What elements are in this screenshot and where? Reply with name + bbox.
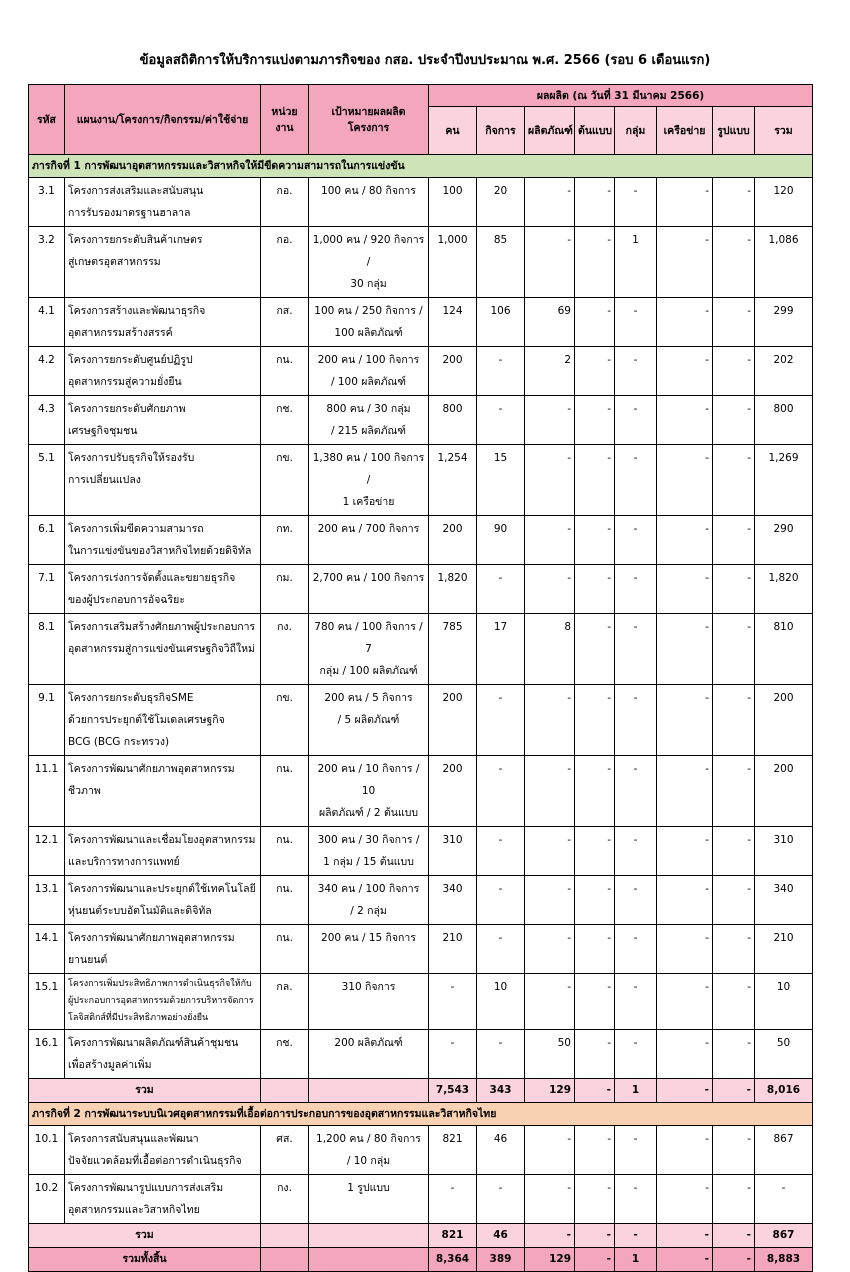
row-value-people: 124 (429, 298, 477, 347)
mission1-total-row-blank-target (309, 1079, 429, 1103)
row-value-people: 785 (429, 614, 477, 685)
row-value-product: - (525, 756, 575, 827)
row-value-total: 290 (755, 516, 813, 565)
row-value-network: - (657, 1030, 713, 1079)
mission2-header-row (29, 1103, 813, 1126)
mission2-total-row (29, 1224, 813, 1248)
row-value-total: 210 (755, 925, 813, 974)
row-value-model: - (713, 685, 755, 756)
row-value-prototype: - (575, 876, 615, 925)
mission1-total-row-value-network: - (657, 1079, 713, 1103)
table-row (29, 1030, 813, 1079)
row-value-people: 200 (429, 756, 477, 827)
row-target: 340 คน / 100 กิจการ / 2 กลุ่ม (309, 876, 429, 925)
row-unit: กล. (261, 974, 309, 1030)
mission1-total-row-blank-unit (261, 1079, 309, 1103)
header-target: เป้าหมายผลผลิตโครงการ (309, 85, 429, 155)
row-value-group: - (615, 396, 657, 445)
row-value-network: - (657, 347, 713, 396)
table-row (29, 227, 813, 298)
mission2-total-row-value-group: - (615, 1224, 657, 1248)
mission2-total-row-value-enterprise: 46 (477, 1224, 525, 1248)
row-value-network: - (657, 227, 713, 298)
row-value-total: 200 (755, 685, 813, 756)
row-value-enterprise: - (477, 347, 525, 396)
row-value-network: - (657, 876, 713, 925)
row-value-prototype: - (575, 1030, 615, 1079)
row-value-people: 210 (429, 925, 477, 974)
row-value-network: - (657, 565, 713, 614)
row-value-group: - (615, 827, 657, 876)
row-target: 1,380 คน / 100 กิจการ / 1 เครือข่าย (309, 445, 429, 516)
row-value-prototype: - (575, 1126, 615, 1175)
row-value-total: 340 (755, 876, 813, 925)
grand-total-row-value-group: 1 (615, 1248, 657, 1272)
page-title: ข้อมูลสถิติการให้บริการแบ่งตามภารกิจของ กสอ. ประจำปีงบประมาณ พ.ศ. 2566 (รอบ 6 เดือนแรก) (139, 53, 711, 68)
row-value-people: 310 (429, 827, 477, 876)
row-value-enterprise: 20 (477, 178, 525, 227)
mission2-total-row-blank-target (309, 1224, 429, 1248)
row-value-product: - (525, 827, 575, 876)
grand-total-row-value-network: - (657, 1248, 713, 1272)
grand-total-row-value-product: 129 (525, 1248, 575, 1272)
row-value-network: - (657, 614, 713, 685)
mission2-total-row-value-people: 821 (429, 1224, 477, 1248)
row-value-prototype: - (575, 1175, 615, 1224)
row-unit: ศส. (261, 1126, 309, 1175)
row-value-people: - (429, 1175, 477, 1224)
statistics-table (28, 84, 813, 1272)
grand-total-row-blank-target (309, 1248, 429, 1272)
row-value-network: - (657, 756, 713, 827)
row-plan-name: โครงการปรับธุรกิจให้รองรับ การเปลี่ยนแปลง (65, 445, 261, 516)
row-value-prototype: - (575, 756, 615, 827)
table-row (29, 1175, 813, 1224)
row-value-enterprise: - (477, 685, 525, 756)
row-code: 12.1 (29, 827, 65, 876)
table-row (29, 876, 813, 925)
row-value-group: - (615, 178, 657, 227)
mission1-total-row-value-prototype: - (575, 1079, 615, 1103)
row-value-prototype: - (575, 974, 615, 1030)
row-value-group: - (615, 614, 657, 685)
row-value-enterprise: 10 (477, 974, 525, 1030)
row-value-product: 69 (525, 298, 575, 347)
row-value-prototype: - (575, 298, 615, 347)
mission1-title: ภารกิจที่ 1 การพัฒนาอุตสาหกรรมและวิสาหกิจให้มีขีดความสามารถในการแข่งขัน (29, 155, 813, 178)
table-row (29, 756, 813, 827)
row-plan-name: โครงการพัฒนาศักยภาพอุตสาหกรรมชีวภาพ (65, 756, 261, 827)
header-output-group: ผลผลิต (ณ วันที่ 31 มีนาคม 2566) (429, 85, 813, 107)
row-value-enterprise: 106 (477, 298, 525, 347)
mission1-header-row (29, 155, 813, 178)
row-target: 2,700 คน / 100 กิจการ (309, 565, 429, 614)
row-value-group: - (615, 516, 657, 565)
row-unit: กน. (261, 827, 309, 876)
row-value-prototype: - (575, 445, 615, 516)
header-plan: แผนงาน/โครงการ/กิจกรรม/ค่าใช้จ่าย (65, 85, 261, 155)
row-plan-name: โครงการยกระดับศูนย์ปฏิรูป อุตสาหกรรมสู่ความยั่งยืน (65, 347, 261, 396)
table-row (29, 298, 813, 347)
row-value-total: 810 (755, 614, 813, 685)
row-value-product: - (525, 516, 575, 565)
row-code: 9.1 (29, 685, 65, 756)
row-value-model: - (713, 1030, 755, 1079)
row-value-people: 200 (429, 685, 477, 756)
row-unit: กข. (261, 685, 309, 756)
header-col-total: รวม (755, 107, 813, 155)
row-value-product: - (525, 178, 575, 227)
row-plan-name: โครงการยกระดับศักยภาพ เศรษฐกิจชุมชน (65, 396, 261, 445)
row-value-product: 2 (525, 347, 575, 396)
table-row (29, 178, 813, 227)
header-col-model: รูปแบบ (713, 107, 755, 155)
row-value-enterprise: - (477, 925, 525, 974)
row-value-total: 1,820 (755, 565, 813, 614)
row-value-network: - (657, 516, 713, 565)
row-value-group: 1 (615, 227, 657, 298)
row-value-group: - (615, 1030, 657, 1079)
row-value-enterprise: 17 (477, 614, 525, 685)
row-value-people: 1,820 (429, 565, 477, 614)
row-code: 4.1 (29, 298, 65, 347)
mission2-title: ภารกิจที่ 2 การพัฒนาระบบนิเวศอุตสาหกรรมที่เอื้อต่อการประกอบการของอุตสาหกรรมและวิสาหกิจไทย (29, 1103, 813, 1126)
row-value-total: 10 (755, 974, 813, 1030)
header-code: รหัส (29, 85, 65, 155)
row-unit: กท. (261, 516, 309, 565)
grand-total-row-blank-unit (261, 1248, 309, 1272)
mission1-total-row-value-product: 129 (525, 1079, 575, 1103)
row-value-prototype: - (575, 396, 615, 445)
row-value-total: 1,086 (755, 227, 813, 298)
row-unit: กม. (261, 565, 309, 614)
row-plan-name: โครงการยกระดับสินค้าเกษตร สู่เกษตรอุตสาหกรรม (65, 227, 261, 298)
row-value-prototype: - (575, 614, 615, 685)
row-code: 15.1 (29, 974, 65, 1030)
row-value-people: 1,254 (429, 445, 477, 516)
row-value-prototype: - (575, 565, 615, 614)
row-plan-name: โครงการพัฒนาและประยุกต์ใช้เทคโนโลยี หุ่นยนต์ระบบอัตโนมัติและดิจิทัล (65, 876, 261, 925)
row-value-total: 50 (755, 1030, 813, 1079)
row-unit: กอ. (261, 227, 309, 298)
row-value-network: - (657, 685, 713, 756)
row-value-model: - (713, 974, 755, 1030)
mission2-total-row-value-prototype: - (575, 1224, 615, 1248)
row-code: 5.1 (29, 445, 65, 516)
row-value-enterprise: - (477, 1175, 525, 1224)
row-plan-name: โครงการเสริมสร้างศักยภาพผู้ประกอบการ อุตสาหกรรมสู่การแข่งขันเศรษฐกิจวิถีใหม่ (65, 614, 261, 685)
row-value-product: - (525, 565, 575, 614)
mission2-total-row-value-network: - (657, 1224, 713, 1248)
table-row (29, 614, 813, 685)
row-value-prototype: - (575, 227, 615, 298)
row-unit: กน. (261, 347, 309, 396)
row-value-people: 821 (429, 1126, 477, 1175)
row-plan-name: โครงการเพิ่มขีดความสามารถ ในการแข่งขันของวิสาหกิจไทยด้วยดิจิทัล (65, 516, 261, 565)
mission2-total-row-value-total: 867 (755, 1224, 813, 1248)
row-value-group: - (615, 1126, 657, 1175)
row-value-total: 800 (755, 396, 813, 445)
row-value-group: - (615, 445, 657, 516)
row-value-total: 299 (755, 298, 813, 347)
row-value-product: - (525, 876, 575, 925)
row-value-group: - (615, 756, 657, 827)
row-target: 200 คน / 100 กิจการ / 100 ผลิตภัณฑ์ (309, 347, 429, 396)
table-row (29, 974, 813, 1030)
row-value-network: - (657, 974, 713, 1030)
row-plan-name: โครงการส่งเสริมและสนับสนุน การรับรองมาตรฐานฮาลาล (65, 178, 261, 227)
row-unit: กข. (261, 445, 309, 516)
row-value-model: - (713, 876, 755, 925)
row-value-prototype: - (575, 178, 615, 227)
grand-total-row-value-enterprise: 389 (477, 1248, 525, 1272)
row-value-model: - (713, 396, 755, 445)
mission2-total-row-value-product: - (525, 1224, 575, 1248)
row-value-model: - (713, 827, 755, 876)
row-code: 8.1 (29, 614, 65, 685)
row-value-people: 340 (429, 876, 477, 925)
row-value-people: 200 (429, 516, 477, 565)
grand-total-row-value-people: 8,364 (429, 1248, 477, 1272)
grand-total-row (29, 1248, 813, 1272)
row-value-group: - (615, 298, 657, 347)
row-code: 3.2 (29, 227, 65, 298)
table-row (29, 445, 813, 516)
row-target: 200 ผลิตภัณฑ์ (309, 1030, 429, 1079)
row-value-product: - (525, 974, 575, 1030)
row-target: 1,000 คน / 920 กิจการ / 30 กลุ่ม (309, 227, 429, 298)
row-value-group: - (615, 876, 657, 925)
row-target: 1 รูปแบบ (309, 1175, 429, 1224)
row-value-enterprise: - (477, 1030, 525, 1079)
row-value-model: - (713, 445, 755, 516)
row-code: 14.1 (29, 925, 65, 974)
row-plan-name: โครงการเร่งการจัดตั้งและขยายธุรกิจ ของผู้ประกอบการอัจฉริยะ (65, 565, 261, 614)
row-value-enterprise: - (477, 827, 525, 876)
row-value-people: 200 (429, 347, 477, 396)
row-value-people: 800 (429, 396, 477, 445)
grand-total-row-label: รวมทั้งสิ้น (29, 1248, 261, 1272)
mission1-total-row-value-total: 8,016 (755, 1079, 813, 1103)
header-col-people: คน (429, 107, 477, 155)
row-value-prototype: - (575, 516, 615, 565)
row-plan-name: โครงการยกระดับธุรกิจSME ด้วยการประยุกต์ใช้โมเดลเศรษฐกิจ BCG (BCG กระทรวง) (65, 685, 261, 756)
row-value-people: - (429, 974, 477, 1030)
row-value-prototype: - (575, 925, 615, 974)
row-plan-name: โครงการพัฒนารูปแบบการส่งเสริม อุตสาหกรรมและวิสาหกิจไทย (65, 1175, 261, 1224)
row-value-enterprise: - (477, 396, 525, 445)
mission2-total-row-blank-unit (261, 1224, 309, 1248)
row-target: 200 คน / 5 กิจการ / 5 ผลิตภัณฑ์ (309, 685, 429, 756)
row-value-prototype: - (575, 827, 615, 876)
table-row (29, 347, 813, 396)
mission1-total-row (29, 1079, 813, 1103)
row-code: 4.3 (29, 396, 65, 445)
table-row (29, 925, 813, 974)
table-row (29, 1126, 813, 1175)
row-value-model: - (713, 227, 755, 298)
grand-total-row-value-model: - (713, 1248, 755, 1272)
row-target: 200 คน / 15 กิจการ (309, 925, 429, 974)
row-target: 310 กิจการ (309, 974, 429, 1030)
mission1-total-row-label: รวม (29, 1079, 261, 1103)
row-target: 800 คน / 30 กลุ่ม / 215 ผลิตภัณฑ์ (309, 396, 429, 445)
row-value-network: - (657, 1175, 713, 1224)
row-value-product: 50 (525, 1030, 575, 1079)
header-col-product: ผลิตภัณฑ์ (525, 107, 575, 155)
row-value-model: - (713, 1175, 755, 1224)
row-code: 10.2 (29, 1175, 65, 1224)
table-row (29, 565, 813, 614)
row-value-model: - (713, 565, 755, 614)
row-value-prototype: - (575, 685, 615, 756)
row-value-model: - (713, 756, 755, 827)
row-value-model: - (713, 925, 755, 974)
row-code: 6.1 (29, 516, 65, 565)
row-plan-name: โครงการพัฒนาผลิตภัณฑ์สินค้าชุมชน เพื่อสร้างมูลค่าเพิ่ม (65, 1030, 261, 1079)
row-value-group: - (615, 347, 657, 396)
row-value-enterprise: 85 (477, 227, 525, 298)
row-unit: กง. (261, 1175, 309, 1224)
row-unit: กช. (261, 396, 309, 445)
mission1-total-row-value-people: 7,543 (429, 1079, 477, 1103)
row-value-product: - (525, 925, 575, 974)
row-unit: กน. (261, 876, 309, 925)
row-target: 780 คน / 100 กิจการ / 7 กลุ่ม / 100 ผลิตภัณฑ์ (309, 614, 429, 685)
row-value-total: 310 (755, 827, 813, 876)
row-value-product: - (525, 445, 575, 516)
row-plan-name: โครงการพัฒนาและเชื่อมโยงอุตสาหกรรม และบริการทางการแพทย์ (65, 827, 261, 876)
row-unit: กช. (261, 1030, 309, 1079)
row-value-total: 867 (755, 1126, 813, 1175)
row-value-total: 120 (755, 178, 813, 227)
header-col-prototype: ต้นแบบ (575, 107, 615, 155)
row-value-group: - (615, 1175, 657, 1224)
row-value-enterprise: - (477, 756, 525, 827)
row-unit: กน. (261, 925, 309, 974)
row-target: 200 คน / 10 กิจการ / 10 ผลิตภัณฑ์ / 2 ต้นแบบ (309, 756, 429, 827)
row-value-prototype: - (575, 347, 615, 396)
row-value-product: - (525, 396, 575, 445)
table-row (29, 685, 813, 756)
header-col-group: กลุ่ม (615, 107, 657, 155)
row-target: 1,200 คน / 80 กิจการ / 10 กลุ่ม (309, 1126, 429, 1175)
row-code: 3.1 (29, 178, 65, 227)
row-value-group: - (615, 685, 657, 756)
row-target: 100 คน / 80 กิจการ (309, 178, 429, 227)
row-value-model: - (713, 516, 755, 565)
mission2-total-row-label: รวม (29, 1224, 261, 1248)
row-value-enterprise: - (477, 565, 525, 614)
table-row (29, 827, 813, 876)
row-target: 300 คน / 30 กิจการ / 1 กลุ่ม / 15 ต้นแบบ (309, 827, 429, 876)
row-code: 16.1 (29, 1030, 65, 1079)
row-value-enterprise: - (477, 876, 525, 925)
row-value-total: 200 (755, 756, 813, 827)
row-value-group: - (615, 565, 657, 614)
row-value-network: - (657, 178, 713, 227)
row-value-network: - (657, 925, 713, 974)
table-row (29, 396, 813, 445)
row-target: 200 คน / 700 กิจการ (309, 516, 429, 565)
row-code: 13.1 (29, 876, 65, 925)
row-unit: กอ. (261, 178, 309, 227)
grand-total-row-value-prototype: - (575, 1248, 615, 1272)
row-plan-name: โครงการสนับสนุนและพัฒนา ปัจจัยแวดล้อมที่เอื้อต่อการดำเนินธุรกิจ (65, 1126, 261, 1175)
header-col-enterprise: กิจการ (477, 107, 525, 155)
row-code: 7.1 (29, 565, 65, 614)
row-value-network: - (657, 827, 713, 876)
row-value-product: - (525, 1126, 575, 1175)
row-plan-name: โครงการพัฒนาศักยภาพอุตสาหกรรม ยานยนต์ (65, 925, 261, 974)
row-value-model: - (713, 298, 755, 347)
row-value-group: - (615, 925, 657, 974)
row-plan-name: โครงการสร้างและพัฒนาธุรกิจ อุตสาหกรรมสร้างสรรค์ (65, 298, 261, 347)
mission2-total-row-value-model: - (713, 1224, 755, 1248)
row-value-model: - (713, 178, 755, 227)
row-value-network: - (657, 1126, 713, 1175)
row-value-enterprise: 46 (477, 1126, 525, 1175)
row-plan-name: โครงการเพิ่มประสิทธิภาพการดำเนินธุรกิจให้กับ ผู้ประกอบการอุตสาหกรรมด้วยการบริหารจัดการ โลจิสติกส์ที่มีประสิทธิภาพอย่างยั่งยืน (65, 974, 261, 1030)
row-value-group: - (615, 974, 657, 1030)
mission1-total-row-value-enterprise: 343 (477, 1079, 525, 1103)
row-unit: กน. (261, 756, 309, 827)
table-row (29, 516, 813, 565)
row-value-network: - (657, 298, 713, 347)
row-code: 11.1 (29, 756, 65, 827)
grand-total-row-value-total: 8,883 (755, 1248, 813, 1272)
row-value-network: - (657, 396, 713, 445)
header-unit: หน่วยงาน (261, 85, 309, 155)
row-value-people: 1,000 (429, 227, 477, 298)
mission1-total-row-value-group: 1 (615, 1079, 657, 1103)
row-target: 100 คน / 250 กิจการ / 100 ผลิตภัณฑ์ (309, 298, 429, 347)
row-value-product: 8 (525, 614, 575, 685)
row-value-people: 100 (429, 178, 477, 227)
row-code: 10.1 (29, 1126, 65, 1175)
row-value-network: - (657, 445, 713, 516)
row-value-product: - (525, 685, 575, 756)
row-unit: กง. (261, 614, 309, 685)
header-col-network: เครือข่าย (657, 107, 713, 155)
row-value-total: 1,269 (755, 445, 813, 516)
row-value-product: - (525, 1175, 575, 1224)
row-value-model: - (713, 347, 755, 396)
row-value-people: - (429, 1030, 477, 1079)
mission1-total-row-value-model: - (713, 1079, 755, 1103)
row-value-model: - (713, 614, 755, 685)
row-value-model: - (713, 1126, 755, 1175)
row-value-total: 202 (755, 347, 813, 396)
row-value-product: - (525, 227, 575, 298)
row-code: 4.2 (29, 347, 65, 396)
row-value-enterprise: 90 (477, 516, 525, 565)
row-value-enterprise: 15 (477, 445, 525, 516)
row-value-total: - (755, 1175, 813, 1224)
row-unit: กส. (261, 298, 309, 347)
